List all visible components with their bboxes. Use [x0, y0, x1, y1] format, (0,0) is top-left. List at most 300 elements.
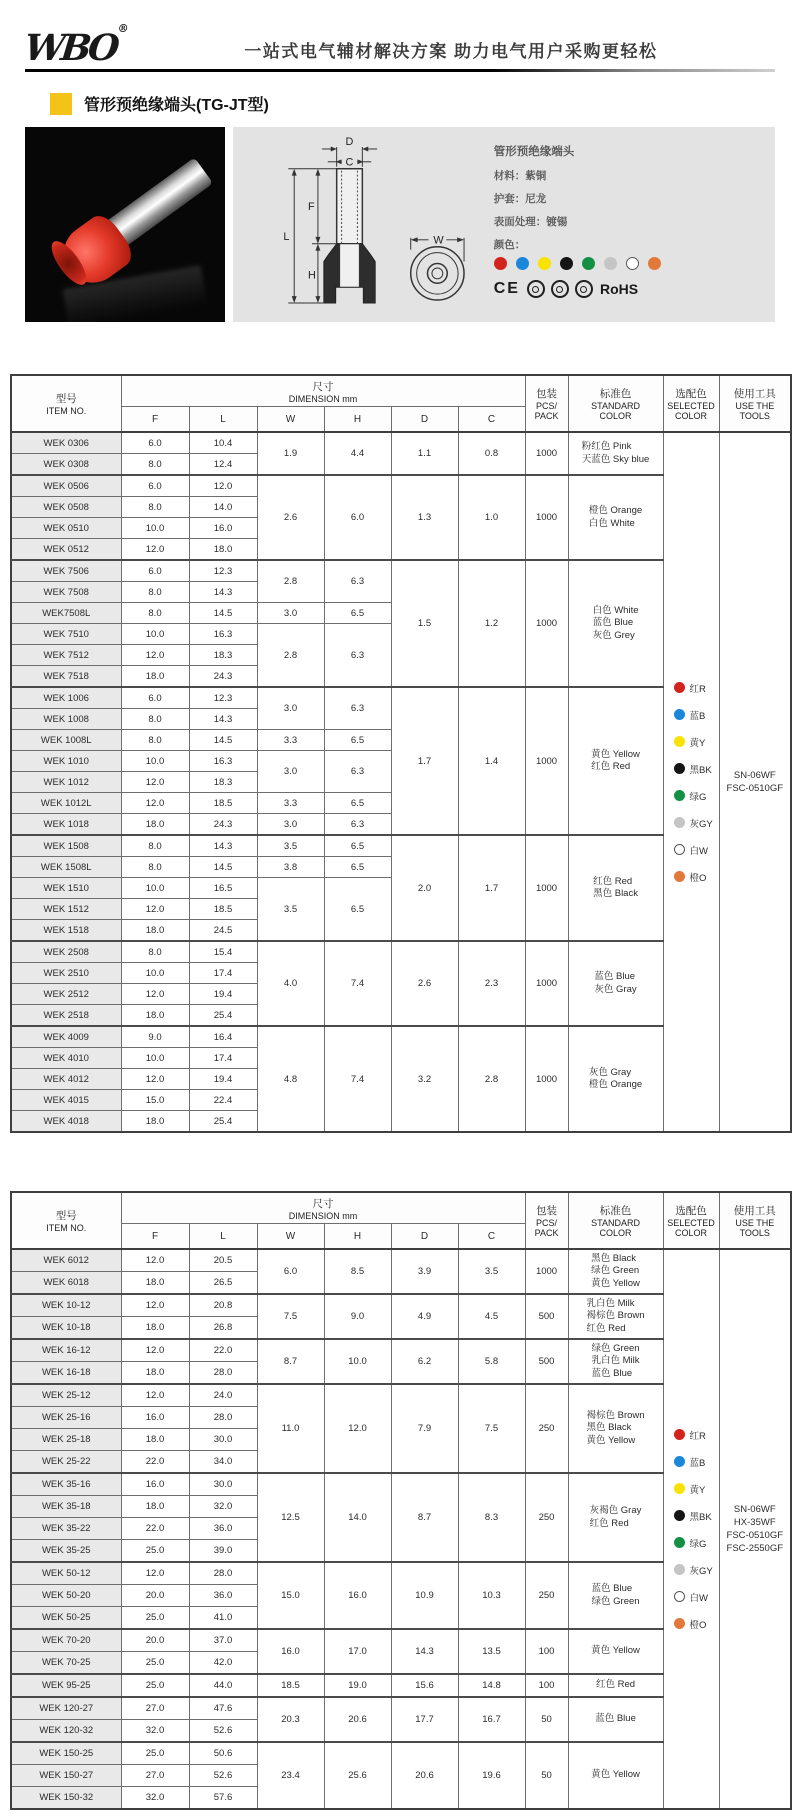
standard-color-line: 黄色 Yellow [591, 1769, 640, 1781]
ce-mark-icon: CE [493, 280, 520, 297]
item-no-cell: WEK 2512 [11, 984, 121, 1005]
standard-color-lines [586, 1298, 644, 1335]
standard-color-line: 灰色 Gray [588, 1066, 632, 1078]
table-row [11, 1249, 791, 1272]
standard-color-line: 白色 White [588, 517, 635, 529]
dim-f-cell: 8.0 [121, 730, 189, 751]
item-no-cell: WEK 1518 [11, 920, 121, 942]
item-no-cell: WEK 35-25 [11, 1540, 121, 1563]
cert-badge-icon [527, 280, 545, 298]
standard-color-line: 红色 Red [593, 875, 633, 887]
cert-badges [527, 280, 593, 298]
dim-w-cell: 15.0 [257, 1562, 324, 1629]
dimension-column-header: F [121, 407, 189, 433]
standard-color-lines [589, 1067, 642, 1092]
column-header-line: 选配色 [675, 388, 707, 400]
column-header-line: PACK [534, 1228, 559, 1238]
standard-color-line: 绿色 Green [591, 1595, 640, 1607]
page-header [0, 0, 800, 322]
column-header-line: PACK [534, 411, 559, 421]
dim-l-cell: 22.4 [189, 1090, 257, 1111]
registered-mark: ® [116, 22, 130, 35]
dim-l-cell: 14.5 [189, 603, 257, 624]
dim-l-cell: 17.4 [189, 1048, 257, 1069]
column-header-line: SELECTED [667, 401, 715, 411]
column-header [11, 1192, 121, 1249]
selected-color-dot-icon [674, 763, 685, 774]
standard-color-line: 橙色 Orange [588, 1079, 643, 1090]
use-tools-cell [719, 432, 791, 1132]
dim-h-cell: 6.3 [324, 814, 391, 836]
column-header-line: 尺寸 [312, 380, 334, 393]
item-no-cell: WEK 6012 [11, 1249, 121, 1272]
dim-l-cell: 47.6 [189, 1697, 257, 1720]
dim-f-cell: 20.0 [121, 1629, 189, 1652]
standard-color-line: 灰褐色 Gray [589, 1505, 642, 1517]
item-no-cell: WEK 7508 [11, 582, 121, 603]
use-tools-cell [719, 1249, 791, 1809]
selected-color-item [674, 708, 719, 722]
dim-d-cell: 1.7 [391, 687, 458, 835]
dim-w-cell: 3.8 [257, 857, 324, 878]
selected-color-dot-icon [674, 790, 685, 801]
standard-color-line: 灰色 Gray [594, 983, 637, 995]
standard-color-cell [568, 1697, 663, 1742]
dim-c-cell: 14.8 [458, 1674, 525, 1697]
standard-color-lines [589, 505, 642, 530]
dim-w-cell: 2.8 [257, 624, 324, 688]
standard-color-lines [593, 876, 638, 901]
selected-color-label: 黑BK [689, 1511, 712, 1523]
dimension-column-header: D [391, 407, 458, 433]
standard-color-cell [568, 1249, 663, 1294]
dim-l-cell: 28.0 [189, 1407, 257, 1429]
pack-cell: 500 [525, 1294, 568, 1339]
dim-d-cell: 6.2 [391, 1339, 458, 1384]
dim-f-cell: 25.0 [121, 1652, 189, 1675]
item-no-cell: WEK 70-20 [11, 1629, 121, 1652]
item-no-cell: WEK 1508 [11, 835, 121, 857]
selected-color-item [674, 735, 719, 749]
selected-color-dot-icon [674, 1429, 685, 1440]
dim-label-F: F [308, 200, 315, 213]
spec-table-large-sizes [10, 1191, 792, 1810]
selected-color-item [674, 762, 719, 776]
item-no-cell: WEK 1008 [11, 709, 121, 730]
column-header [121, 375, 525, 407]
column-header-line: TOOLS [739, 411, 770, 421]
standard-color-cell [568, 432, 663, 475]
dim-w-cell: 3.5 [257, 835, 324, 857]
standard-color-lines [582, 441, 650, 466]
dim-f-cell: 12.0 [121, 793, 189, 814]
dimension-column-header: F [121, 1224, 189, 1250]
item-no-cell: WEK 1508L [11, 857, 121, 878]
dim-f-cell: 22.0 [121, 1451, 189, 1474]
product-banner [25, 127, 775, 322]
item-no-cell: WEK 6018 [11, 1272, 121, 1295]
pack-cell: 1000 [525, 1026, 568, 1132]
dim-w-cell: 4.0 [257, 941, 324, 1026]
pack-cell: 1000 [525, 560, 568, 687]
dim-h-cell: 6.3 [324, 560, 391, 603]
dim-l-cell: 22.0 [189, 1339, 257, 1362]
dim-l-cell: 12.3 [189, 560, 257, 582]
selected-color-dot-icon [674, 736, 685, 747]
item-no-cell: WEK 35-16 [11, 1473, 121, 1496]
dim-w-cell: 20.3 [257, 1697, 324, 1742]
column-header [525, 375, 568, 432]
standard-color-line: 乳白色 Milk [591, 1355, 640, 1367]
item-no-cell: WEK 120-32 [11, 1720, 121, 1743]
dim-c-cell: 16.7 [458, 1697, 525, 1742]
dim-f-cell: 10.0 [121, 878, 189, 899]
standard-color-line: 黄色 Yellow [586, 1434, 636, 1446]
color-dot-icon [516, 257, 529, 270]
column-header-line: STANDARD [591, 1218, 640, 1228]
dim-d-cell: 2.6 [391, 941, 458, 1026]
pack-cell: 100 [525, 1674, 568, 1697]
dim-c-cell: 7.5 [458, 1384, 525, 1473]
selected-color-dot-icon [674, 1510, 685, 1521]
dimension-column-header: H [324, 407, 391, 433]
dim-f-cell: 8.0 [121, 497, 189, 518]
column-header-line: 包装 [536, 388, 558, 400]
selected-color-dot-icon [674, 871, 685, 882]
dim-c-cell: 10.3 [458, 1562, 525, 1629]
standard-color-line: 粉红色 Pink [581, 441, 632, 453]
pack-cell: 100 [525, 1629, 568, 1674]
column-header-line: USE THE [735, 1218, 775, 1228]
column-header [525, 1192, 568, 1249]
item-no-cell: WEK 25-22 [11, 1451, 121, 1474]
dim-l-cell: 17.4 [189, 963, 257, 984]
selected-color-dot-icon [674, 844, 685, 855]
dim-f-cell: 18.0 [121, 1496, 189, 1518]
dim-f-cell: 25.0 [121, 1742, 189, 1765]
tool-name: FSC-0510GF [726, 783, 784, 794]
dim-l-cell: 14.0 [189, 497, 257, 518]
dim-h-cell: 6.3 [324, 751, 391, 793]
dim-l-cell: 12.0 [189, 475, 257, 497]
dim-l-cell: 50.6 [189, 1742, 257, 1765]
dim-l-cell: 14.3 [189, 835, 257, 857]
dim-w-cell: 3.0 [257, 687, 324, 730]
selected-color-item [674, 1617, 719, 1631]
dim-c-cell: 8.3 [458, 1473, 525, 1562]
dim-f-cell: 10.0 [121, 624, 189, 645]
item-no-cell: WEK 25-12 [11, 1384, 121, 1407]
pack-cell: 1000 [525, 941, 568, 1026]
item-no-cell: WEK 0306 [11, 432, 121, 454]
dim-f-cell: 12.0 [121, 1249, 189, 1272]
item-no-cell: WEK 50-12 [11, 1562, 121, 1585]
selected-color-label: 白W [689, 1592, 708, 1604]
item-no-cell: WEK 1512 [11, 899, 121, 920]
spacer [0, 1133, 800, 1191]
dimension-column-header: H [324, 1224, 391, 1250]
dim-f-cell: 8.0 [121, 454, 189, 476]
standard-color-line: 红色 Red [591, 761, 631, 772]
standard-color-line: 橙色 Orange [588, 505, 643, 517]
selected-color-label: 橙O [689, 872, 707, 884]
dim-f-cell: 27.0 [121, 1765, 189, 1787]
tool-name: FSC-0510GF [726, 1530, 784, 1541]
color-dot-icon [538, 257, 551, 270]
column-header-line: 选配色 [675, 1205, 707, 1217]
color-dot-icon [604, 257, 617, 270]
color-dot-icon [626, 257, 639, 270]
standard-color-cell [568, 1026, 663, 1132]
dimension-diagram-svg [233, 134, 488, 316]
dim-h-cell: 6.5 [324, 603, 391, 624]
pack-cell: 250 [525, 1473, 568, 1562]
dim-l-cell: 36.0 [189, 1518, 257, 1540]
selected-color-item [674, 789, 719, 803]
dim-f-cell: 6.0 [121, 475, 189, 497]
standard-color-line: 蓝色 Blue [595, 1713, 636, 1725]
selected-color-label: 绿G [689, 1538, 707, 1550]
dim-f-cell: 32.0 [121, 1720, 189, 1743]
dim-l-cell: 16.3 [189, 624, 257, 645]
dim-l-cell: 18.3 [189, 772, 257, 793]
dim-f-cell: 18.0 [121, 1429, 189, 1451]
dim-d-cell: 8.7 [391, 1473, 458, 1562]
standard-color-line: 黄色 Yellow [591, 748, 640, 760]
pack-cell: 1000 [525, 432, 568, 475]
column-header-line: ITEM NO. [46, 1223, 87, 1233]
dim-h-cell: 4.4 [324, 432, 391, 475]
standard-color-cell [568, 1629, 663, 1674]
item-no-cell: WEK 1510 [11, 878, 121, 899]
dim-w-cell: 2.6 [257, 475, 324, 560]
dim-f-cell: 8.0 [121, 582, 189, 603]
pack-cell: 1000 [525, 687, 568, 835]
pack-cell: 1000 [525, 475, 568, 560]
item-no-cell: WEK 2508 [11, 941, 121, 963]
item-no-cell: WEK7508L [11, 603, 121, 624]
column-header-line: PCS/ [536, 401, 558, 411]
column-header-line: 型号 [55, 1210, 77, 1222]
column-header [719, 1192, 791, 1249]
dim-l-cell: 18.0 [189, 539, 257, 561]
column-header [663, 375, 719, 432]
dim-f-cell: 12.0 [121, 1339, 189, 1362]
item-no-cell: WEK 2510 [11, 963, 121, 984]
dim-h-cell: 6.5 [324, 793, 391, 814]
pack-cell: 1000 [525, 835, 568, 941]
selected-color-item [674, 1509, 719, 1523]
selected-color-item [674, 1563, 719, 1577]
cert-badge-inner [532, 286, 539, 293]
dim-f-cell: 25.0 [121, 1674, 189, 1697]
selected-color-dot-icon [674, 1591, 685, 1602]
dim-w-cell: 11.0 [257, 1384, 324, 1473]
dim-l-cell: 15.4 [189, 941, 257, 963]
dim-f-cell: 10.0 [121, 751, 189, 772]
dim-l-cell: 16.3 [189, 751, 257, 772]
dim-d-cell: 1.3 [391, 475, 458, 560]
standard-color-lines [592, 1583, 640, 1608]
pack-cell: 500 [525, 1339, 568, 1384]
dim-h-cell: 8.5 [324, 1249, 391, 1294]
spacer [0, 322, 800, 374]
item-no-cell: WEK 1006 [11, 687, 121, 709]
column-header-line: COLOR [599, 411, 632, 421]
dim-l-cell: 26.5 [189, 1272, 257, 1295]
header-divider [25, 69, 775, 72]
selected-color-label: 绿G [689, 791, 707, 803]
cert-badge-inner [556, 286, 563, 293]
standard-color-line: 绿色 Green [591, 1342, 640, 1354]
item-no-cell: WEK 16-12 [11, 1339, 121, 1362]
standard-color-lines [592, 1343, 640, 1380]
dim-h-cell: 16.0 [324, 1562, 391, 1629]
standard-color-cell [568, 835, 663, 941]
standard-color-lines [591, 1253, 640, 1290]
dim-l-cell: 12.3 [189, 687, 257, 709]
standard-color-lines [591, 1769, 640, 1781]
column-header [663, 1192, 719, 1249]
dim-f-cell: 20.0 [121, 1585, 189, 1607]
standard-color-line: 红色 Red [589, 1517, 629, 1529]
column-header-line: USE THE [735, 401, 775, 411]
item-no-cell: WEK 2518 [11, 1005, 121, 1027]
dim-f-cell: 25.0 [121, 1540, 189, 1563]
pack-cell: 250 [525, 1562, 568, 1629]
item-no-cell: WEK 0510 [11, 518, 121, 539]
item-no-cell: WEK 150-32 [11, 1787, 121, 1810]
dim-c-cell: 2.3 [458, 941, 525, 1026]
dim-h-cell: 12.0 [324, 1384, 391, 1473]
dim-f-cell: 6.0 [121, 560, 189, 582]
selected-color-dot-icon [674, 682, 685, 693]
column-header-line: PCS/ [536, 1218, 558, 1228]
standard-color-line: 蓝色 Blue [592, 617, 634, 629]
item-no-cell: WEK 0508 [11, 497, 121, 518]
dim-w-cell: 6.0 [257, 1249, 324, 1294]
dim-l-cell: 14.3 [189, 709, 257, 730]
dim-l-cell: 30.0 [189, 1473, 257, 1496]
column-header-line: 标准色 [599, 1205, 632, 1217]
dim-h-cell: 20.6 [324, 1697, 391, 1742]
brand-tagline: 一站式电气辅材解决方案 助力电气用户采购更轻松 [244, 42, 658, 61]
column-header-line: 使用工具 [733, 388, 776, 400]
table-row [11, 432, 791, 454]
standard-color-line: 灰色 Grey [592, 629, 635, 641]
dimension-diagram [233, 127, 488, 322]
dim-l-cell: 41.0 [189, 1607, 257, 1630]
section-title-row [50, 92, 750, 115]
dim-w-cell: 3.0 [257, 814, 324, 836]
item-no-cell: WEK 4018 [11, 1111, 121, 1133]
item-no-cell: WEK 7512 [11, 645, 121, 666]
column-header [568, 1192, 663, 1249]
selected-color-item [674, 681, 719, 695]
selected-color-dot-icon [674, 1618, 685, 1629]
standard-color-cell [568, 1562, 663, 1629]
selected-color-dot-icon [674, 817, 685, 828]
dim-h-cell: 6.5 [324, 835, 391, 857]
dim-c-cell: 5.8 [458, 1339, 525, 1384]
item-no-cell: WEK 35-22 [11, 1518, 121, 1540]
standard-color-cell [568, 560, 663, 687]
column-header-line: 标准色 [599, 388, 632, 400]
dimension-column-header: L [189, 407, 257, 433]
dim-d-cell: 3.9 [391, 1249, 458, 1294]
color-dot-icon [560, 257, 573, 270]
column-header-line: COLOR [675, 1228, 708, 1238]
tool-name: SN-06WF [733, 770, 776, 781]
selected-color-item [674, 1590, 719, 1604]
product-spec-line: 表面处理：镀锡 [493, 216, 568, 228]
standard-color-line: 蓝色 Blue [591, 1583, 633, 1595]
standard-color-line: 红色 Red [595, 1679, 636, 1691]
standard-color-line: 绿色 Green [591, 1265, 640, 1277]
item-no-cell: WEK 10-12 [11, 1294, 121, 1317]
dim-f-cell: 12.0 [121, 1384, 189, 1407]
product-spec-line: 材料：紫铜 [493, 170, 547, 182]
dim-l-cell: 16.0 [189, 518, 257, 539]
dim-f-cell: 18.0 [121, 920, 189, 942]
dim-f-cell: 12.0 [121, 1069, 189, 1090]
dim-label-L: L [283, 230, 290, 243]
dim-f-cell: 22.0 [121, 1518, 189, 1540]
standard-color-line: 黑色 Black [593, 888, 638, 899]
dim-label-D: D [345, 135, 354, 148]
dim-d-cell: 15.6 [391, 1674, 458, 1697]
item-no-cell: WEK 1018 [11, 814, 121, 836]
dim-f-cell: 8.0 [121, 603, 189, 624]
selected-color-dot-icon [674, 1537, 685, 1548]
dim-f-cell: 12.0 [121, 984, 189, 1005]
dim-f-cell: 12.0 [121, 1294, 189, 1317]
dim-l-cell: 19.4 [189, 984, 257, 1005]
dim-l-cell: 24.3 [189, 814, 257, 836]
column-header-line: SELECTED [667, 1218, 715, 1228]
standard-color-line: 乳白色 Milk [586, 1297, 635, 1309]
dim-h-cell: 9.0 [324, 1294, 391, 1339]
column-header-line: COLOR [599, 1228, 632, 1238]
dim-f-cell: 10.0 [121, 1048, 189, 1069]
item-no-cell: WEK 120-27 [11, 1697, 121, 1720]
standard-color-line: 黄色 Yellow [591, 1277, 640, 1289]
item-no-cell: WEK 4010 [11, 1048, 121, 1069]
dim-c-cell: 1.0 [458, 475, 525, 560]
dim-f-cell: 12.0 [121, 645, 189, 666]
cert-badge-icon [575, 280, 593, 298]
dim-l-cell: 24.3 [189, 666, 257, 688]
item-no-cell: WEK 25-16 [11, 1407, 121, 1429]
dim-f-cell: 18.0 [121, 1005, 189, 1027]
standard-color-cell [568, 1742, 663, 1809]
dim-l-cell: 30.0 [189, 1429, 257, 1451]
dim-f-cell: 18.0 [121, 1317, 189, 1340]
dim-c-cell: 13.5 [458, 1629, 525, 1674]
product-name: 管形预绝缘端头 [493, 146, 575, 158]
column-header [568, 375, 663, 432]
dim-f-cell: 8.0 [121, 941, 189, 963]
dim-l-cell: 24.5 [189, 920, 257, 942]
pack-cell: 1000 [525, 1249, 568, 1294]
dim-w-cell: 2.8 [257, 560, 324, 603]
dim-l-cell: 14.5 [189, 857, 257, 878]
dim-l-cell: 42.0 [189, 1652, 257, 1675]
column-header-line: 型号 [55, 393, 77, 405]
selected-color-label: 黄Y [689, 1484, 706, 1496]
standard-color-cell [568, 1674, 663, 1697]
dim-f-cell: 25.0 [121, 1607, 189, 1630]
